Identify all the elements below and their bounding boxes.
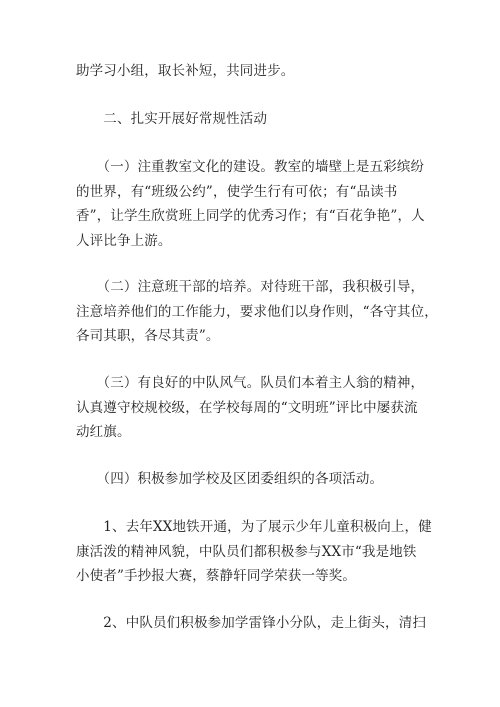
text-line: （一）注重教室文化的建设。教室的墙壁上是五彩缤纷	[76, 159, 425, 175]
text-line: 1、去年XX地铁开通，为了展示少年儿童积极向上，健	[76, 519, 432, 535]
text-line: 的世界，有“班级公约”，使学生行有可依；有“品读书	[76, 183, 398, 200]
text-line: 2、中队员们积极参加学雷锋小分队，走上街头，清扫	[76, 615, 426, 631]
text-line: （二）注意班干部的培养。对待班干部，我积极引导，	[76, 279, 425, 295]
text-line: 人评比争上游。	[76, 232, 172, 249]
paragraph-class-cadre-training	[76, 275, 438, 349]
text-line: 认真遵守校规校级，在学校每周的“文明班”评比中屡获流	[76, 399, 418, 416]
paragraph-metro-contest	[76, 515, 432, 589]
section-heading-routine-activities	[76, 107, 432, 132]
text-line: 香”，让学生欣赏班上同学的优秀习作；有“百花争艳”，人	[76, 208, 425, 224]
paragraph-school-activities	[76, 467, 432, 492]
paragraph-classroom-culture	[76, 155, 432, 253]
text-line: （三）有良好的中队风气。队员们本着主人翁的精神，	[76, 375, 425, 391]
text-line: 小使者”手抄报大赛，蔡静轩同学荣获一等奖。	[76, 568, 357, 584]
text-line: 注意培养他们的工作能力，要求他们以身作则，“各守其位，	[76, 303, 438, 320]
text-line: 动红旗。	[76, 424, 131, 440]
text-line: 康活泼的精神风貌，中队员们都积极参与XX市“我是地铁	[76, 543, 417, 560]
paragraph-study-group	[76, 59, 432, 84]
paragraph-squad-atmosphere	[76, 371, 432, 445]
text-line: 助学习小组，取长补短，共同进步。	[76, 63, 295, 79]
paragraph-lei-feng-team	[76, 611, 432, 636]
text-line: （四）积极参加学校及区团委组织的各项活动。	[76, 471, 384, 487]
text-line: 各司其职，各尽其责”。	[76, 328, 220, 344]
heading-line: 二、扎实开展好常规性活动	[76, 111, 268, 127]
